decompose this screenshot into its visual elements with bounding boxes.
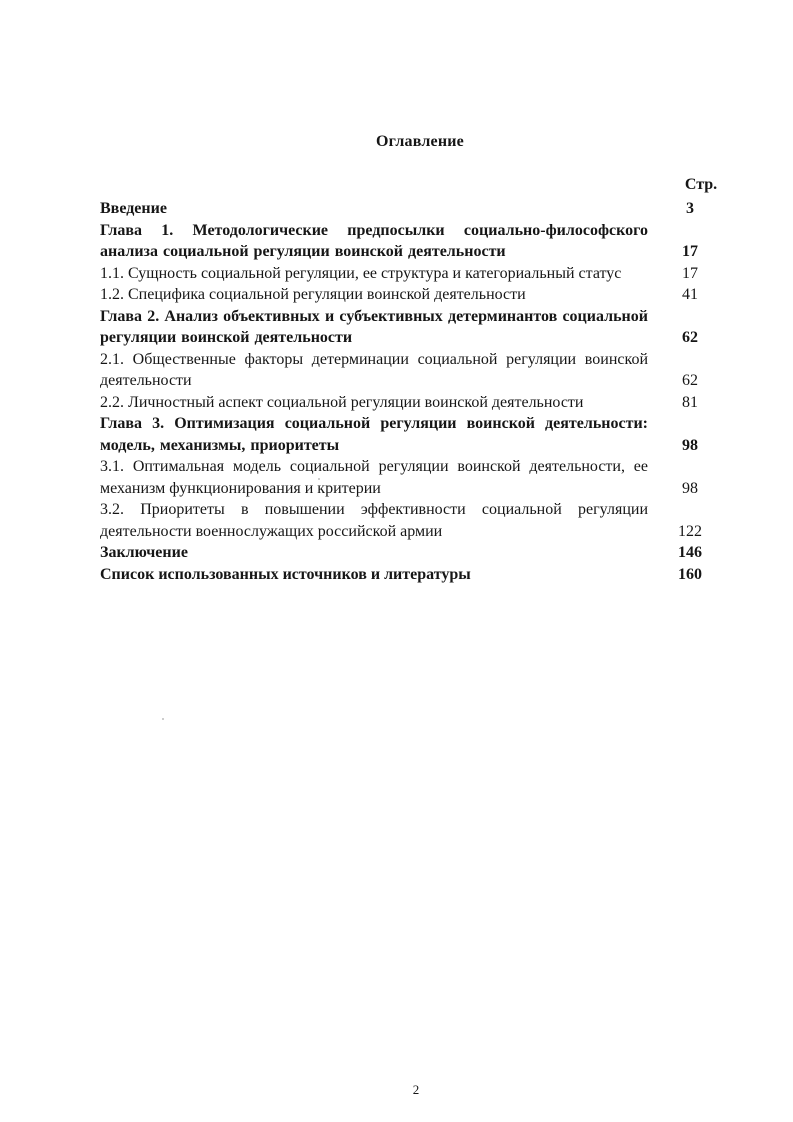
toc-entry-chapter-1[interactable] [100,220,720,263]
toc-entry-section-3-2[interactable] [100,499,720,542]
toc-entry-page: 98 [682,479,698,497]
toc-entry-page: 81 [682,393,698,411]
scan-speck [162,718,164,720]
toc-entry-section-3-1[interactable] [100,456,720,499]
toc-entry-text: Глава 1. Методологические предпосылки социально-философского анализа социальной регуляции воинской деятельности [100,221,648,260]
toc-entry-references[interactable] [100,564,720,586]
toc-entry-text: Заключение [100,544,188,561]
toc-entry-introduction[interactable] [100,198,720,220]
page-number: 2 [412,1082,420,1097]
toc-entry-page: 62 [682,329,698,346]
toc-entry-text: Глава 2. Анализ объективных и субъективных детерминантов социальной регуляции воинской деятельности [100,307,648,346]
toc-entry-text: 2.2. Личностный аспект социальной регуляции воинской деятельности [100,393,584,411]
toc-entry-page: 17 [682,243,698,260]
scan-speck [318,478,320,480]
toc-entry-text: Глава 3. Оптимизация социальной регуляции воинской деятельности: модель, механизмы, приоритеты [100,415,648,454]
page-column-header: Стр. [684,176,718,193]
toc-entry-page: 17 [682,264,698,282]
toc-entry-chapter-3[interactable] [100,413,720,456]
toc-entry-section-1-2[interactable] [100,284,720,306]
toc-entry-page: 160 [678,565,702,583]
toc-entry-page: 62 [682,372,698,389]
toc-entry-chapter-2[interactable] [100,306,720,349]
toc-entry-text: Список использованных источников и литературы [100,565,471,583]
toc-entry-page: 41 [682,286,698,303]
toc-entry-text: 2.1. Общественные факторы детерминации социальной регуляции воинской деятельности [100,350,648,389]
toc-entry-section-2-1[interactable] [100,349,720,392]
table-of-contents [100,198,720,585]
page-title: Оглавление [376,133,464,150]
toc-entry-conclusion[interactable] [100,542,720,564]
toc-entry-text: 1.2. Специфика социальной регуляции воинской деятельности [100,286,526,303]
toc-entry-section-1-1[interactable] [100,263,720,285]
toc-entry-text: 3.1. Оптимальная модель социальной регуляции воинской деятельности, ее механизм функционирования и критерии [100,458,648,497]
toc-entry-page: 98 [682,436,698,454]
toc-entry-page: 3 [686,200,694,217]
toc-entry-text: 3.2. Приоритеты в повышении эффективности социальной регуляции деятельности военнослужащих российской армии [100,501,648,540]
toc-entry-text: Введение [100,200,167,217]
toc-entry-page: 122 [678,522,702,540]
toc-entry-section-2-2[interactable] [100,392,720,414]
toc-entry-page: 146 [678,544,702,561]
toc-entry-text: 1.1. Сущность социальной регуляции, ее структура и категориальный статус [100,264,622,282]
